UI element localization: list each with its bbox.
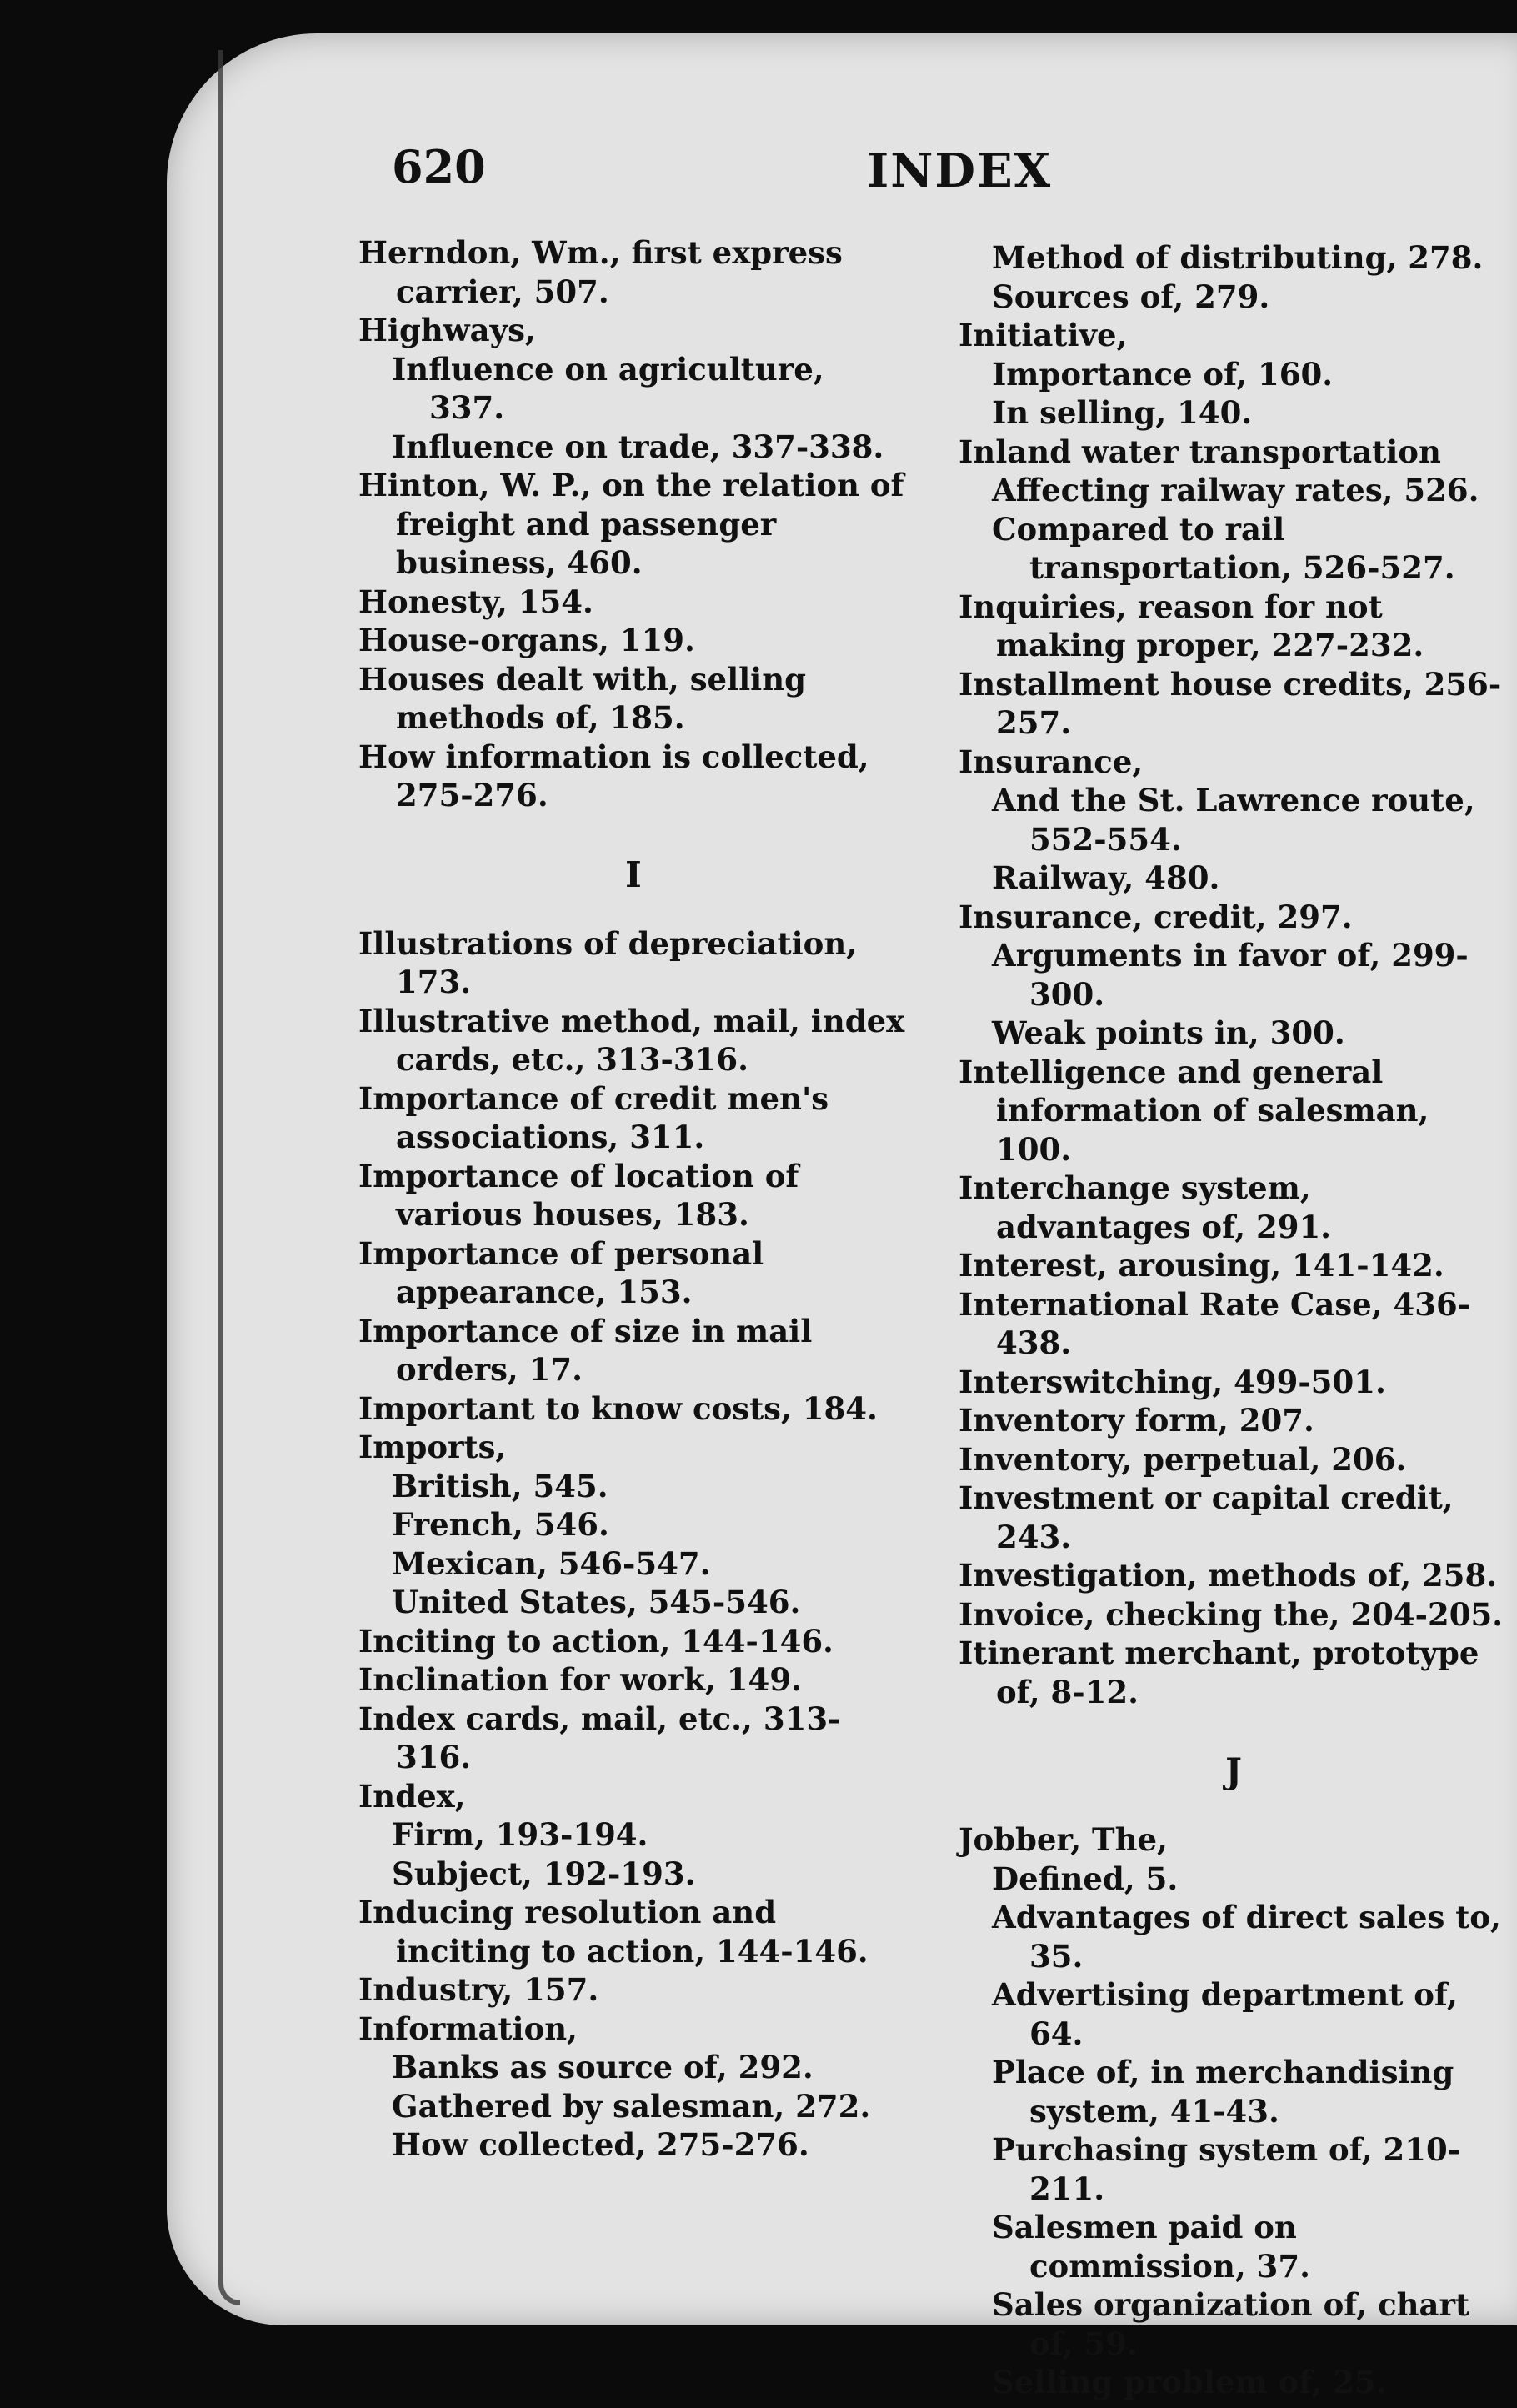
- index-entry: Importance of size in mail orders, 17.: [358, 1312, 813, 1388]
- left-entries-i: [358, 924, 909, 2165]
- index-subentry: Advantages of direct sales to, 35.: [992, 1899, 1501, 1975]
- index-entry: Inventory, perpetual, 206.: [959, 1440, 1407, 1478]
- index-subentry: Influence on trade, 337-338.: [392, 428, 884, 465]
- index-subentry: Sources of, 279.: [992, 278, 1270, 315]
- index-subentry: And the St. Lawrence route, 552-554.: [992, 782, 1475, 858]
- index-subentry: Mexican, 546-547.: [392, 1544, 711, 1582]
- index-entry: Insurance, credit, 297.: [959, 898, 1353, 935]
- index-subentry: Affecting railway rates, 526.: [992, 472, 1479, 508]
- index-entry: Inducing resolution and inciting to action, 144-146.: [358, 1894, 869, 1970]
- index-entry: Information,: [358, 2010, 578, 2047]
- index-subentry: Sales organization of, chart of, 59.: [992, 2286, 1470, 2362]
- index-entry: How information is collected, 275-276.: [358, 738, 869, 814]
- index-subentry: Subject, 192-193.: [392, 1855, 696, 1892]
- index-subentry: British, 545.: [392, 1467, 608, 1504]
- index-entry: Installment house credits, 256-257.: [959, 665, 1502, 741]
- section-letter-i: I: [625, 854, 642, 895]
- index-subentry: Gathered by salesman, 272.: [392, 2087, 871, 2125]
- page-number: 620: [392, 140, 486, 193]
- index-subentry: Banks as source of, 292.: [392, 2049, 814, 2085]
- index-subentry: Influence on agriculture, 337.: [392, 350, 824, 426]
- index-entry: Illustrations of depreciation, 173.: [358, 924, 858, 1000]
- index-entry: Jobber, The,: [959, 1821, 1168, 1858]
- index-entry: Index,: [358, 1777, 466, 1815]
- index-subentry: Firm, 193-194.: [392, 1816, 648, 1853]
- index-entry: Importance of personal appearance, 153.: [358, 1234, 764, 1310]
- index-entry: Importance of location of various houses, 183.: [358, 1157, 799, 1233]
- index-entry: Inciting to action, 144-146.: [358, 1622, 834, 1660]
- index-entry: Hinton, W. P., on the relation of freight and passenger business, 460.: [358, 467, 904, 581]
- index-entry: Important to know costs, 184.: [358, 1389, 878, 1427]
- index-entry: Interchange system, advantages of, 291.: [959, 1169, 1332, 1245]
- index-entry: Insurance,: [959, 743, 1144, 780]
- index-subentry: Place of, in merchandising system, 41-43.: [992, 2054, 1454, 2130]
- index-entry: Importance of credit men's associations, 311.: [358, 1079, 829, 1155]
- index-entry: Initiative,: [959, 317, 1128, 353]
- index-entry: Intelligence and general information of salesman, 100.: [959, 1053, 1429, 1168]
- index-entry: Investigation, methods of, 258.: [959, 1557, 1498, 1594]
- index-entry: Index cards, mail, etc., 313-316.: [358, 1700, 841, 1775]
- index-subentry: Method of distributing, 278.: [992, 239, 1484, 276]
- index-entry: Investment or capital credit, 243.: [959, 1479, 1454, 1555]
- index-entry: Itinerant merchant, prototype of, 8-12.: [959, 1635, 1479, 1710]
- index-subentry: In selling, 140.: [992, 394, 1253, 431]
- index-subentry: How collected, 275-276.: [392, 2126, 809, 2163]
- index-entry: Interswitching, 499-501.: [959, 1363, 1386, 1400]
- index-entry: Illustrative method, mail, index cards, etc., 313-316.: [358, 1002, 905, 1078]
- index-entry: Honesty, 154.: [358, 583, 593, 620]
- index-entry: Highways,: [358, 312, 536, 348]
- index-entry: Imports,: [358, 1429, 507, 1465]
- index-subentry: Compared to rail transportation, 526-527.: [992, 510, 1455, 586]
- index-entry: Herndon, Wm., first express carrier, 507.: [358, 234, 843, 310]
- index-entry: Industry, 157.: [358, 1971, 599, 2008]
- section-letter-j: J: [1225, 1750, 1242, 1791]
- index-entry: House-organs, 119.: [358, 622, 695, 658]
- index-subentry: Salesmen paid on commission, 37.: [992, 2209, 1310, 2285]
- index-subentry: Purchasing system of, 210-211.: [992, 2131, 1461, 2207]
- index-subentry: Weak points in, 300.: [992, 1014, 1345, 1051]
- index-entry: Interest, arousing, 141-142.: [959, 1247, 1444, 1284]
- index-entry: Houses dealt with, selling methods of, 185.: [358, 660, 807, 736]
- index-entry: Inclination for work, 149.: [358, 1661, 802, 1698]
- right-entries-j: [959, 1820, 1509, 2402]
- left-entries-h: [358, 233, 909, 815]
- index-subentry: United States, 545-546.: [392, 1584, 801, 1620]
- index-entry: Inland water transportation: [959, 433, 1441, 470]
- index-subentry: Selling problem of, 25.: [992, 2364, 1387, 2400]
- index-entry: Inquiries, reason for not making proper, 227-232.: [959, 588, 1424, 663]
- index-subentry: French, 546.: [392, 1506, 609, 1543]
- index-subentry: Importance of, 160.: [992, 355, 1334, 393]
- index-entry: Invoice, checking the, 204-205.: [959, 1595, 1504, 1633]
- right-entries-i: [959, 238, 1509, 1711]
- index-subentry: Advertising department of, 64.: [992, 1976, 1458, 2052]
- page-border-line: [218, 50, 240, 2305]
- index-entry: Inventory form, 207.: [959, 1402, 1314, 1439]
- index-subentry: Railway, 480.: [992, 859, 1220, 896]
- index-subentry: Arguments in favor of, 299-300.: [992, 937, 1469, 1013]
- index-column-left: [358, 233, 909, 2165]
- index-subentry: Defined, 5.: [992, 1860, 1179, 1897]
- index-entry: International Rate Case, 436-438.: [959, 1285, 1471, 1361]
- index-column-right: [959, 238, 1509, 2402]
- page-title: INDEX: [867, 143, 1053, 198]
